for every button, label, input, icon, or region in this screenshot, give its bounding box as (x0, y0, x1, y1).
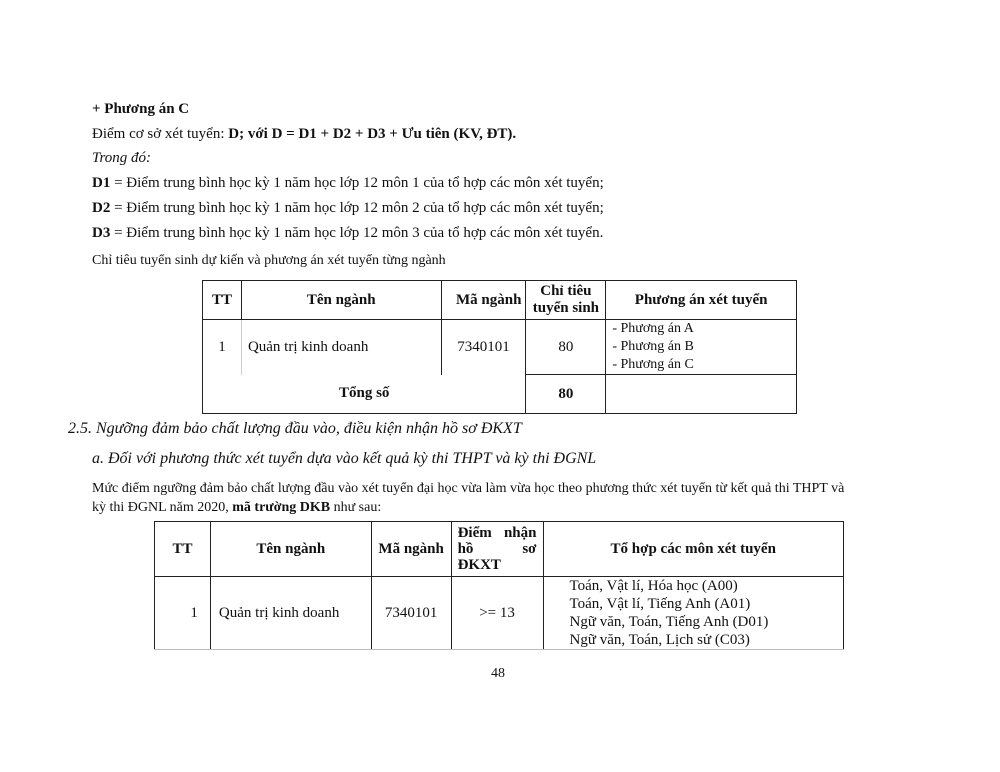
formula-bold: D; với D = D1 + D2 + D3 + Ưu tiên (KV, ĐT). (228, 126, 517, 142)
para-suffix: như sau: (330, 500, 382, 515)
table1-caption: Chỉ tiêu tuyển sinh dự kiến và phương án xét tuyển từng ngành (92, 253, 446, 268)
trong-do-label: Trong đó: (92, 150, 152, 166)
header-phuong-an: Phương án xét tuyển (606, 281, 797, 320)
total-row (203, 375, 797, 414)
def-d2 (92, 200, 604, 217)
para-bold: mã trường DKB (232, 500, 331, 515)
header-tt: TT (203, 281, 242, 320)
header-ten-nganh: Tên ngành (241, 281, 441, 320)
chi-tieu-table (202, 280, 797, 414)
header-to-hop: Tổ hợp các môn xét tuyển (543, 522, 844, 577)
header-tt: TT (155, 522, 211, 577)
to-hop-item: Ngữ văn, Toán, Tiếng Anh (D01) (569, 614, 769, 630)
cell-ma-nganh: 7340101 (457, 338, 510, 355)
cell-chi-tieu: 80 (526, 320, 606, 375)
cell-tt: 1 (203, 320, 242, 375)
def-text: = Điểm trung bình học kỳ 1 năm học lớp 12 môn 3 của tổ hợp các môn xét tuyển. (110, 225, 604, 241)
total-label: Tổng số (203, 375, 526, 414)
para-line-1: Mức điểm ngưỡng đảm bảo chất lượng đầu vào xét tuyển đại học vừa làm vừa học theo phương thức xét tuyển từ kết quả thi THPT và (92, 481, 845, 496)
header-ma-nganh: Mã ngành (441, 281, 526, 320)
def-key: D1 (92, 175, 111, 191)
table-header-row (203, 281, 797, 320)
to-hop-item: Toán, Vật lí, Hóa học (A00) (569, 578, 738, 594)
cell-diem: >= 13 (451, 577, 543, 650)
to-hop-item: Toán, Vật lí, Tiếng Anh (A01) (569, 596, 751, 612)
cell-to-hop (543, 577, 844, 650)
cell-ten-nganh: Quản trị kinh doanh (210, 577, 371, 650)
table-row (203, 320, 797, 375)
header-ten-nganh: Tên ngành (210, 522, 371, 577)
phuong-an-c-heading: + Phương án C (92, 101, 190, 117)
def-text: = Điểm trung bình học kỳ 1 năm học lớp 12 môn 2 của tổ hợp các môn xét tuyển; (110, 200, 604, 216)
table-header-row (155, 522, 844, 577)
def-text: = Điểm trung bình học kỳ 1 năm học lớp 12 môn 1 của tổ hợp các môn xét tuyển; (110, 175, 604, 191)
cell-ma-nganh: 7340101 (371, 577, 451, 650)
para-prefix: kỳ thi ĐGNL năm 2020, (92, 500, 233, 515)
section-25-heading: 2.5. Ngưỡng đảm bảo chất lượng đầu vào, điều kiện nhận hồ sơ ĐKXT (68, 420, 522, 437)
header-diem: Điểm nhận hồ sơ ĐKXT (451, 522, 543, 577)
header-ma-nganh: Mã ngành (371, 522, 451, 577)
cell-ten-nganh: Quản trị kinh doanh (241, 320, 441, 375)
phuong-an-item: - Phương án B (612, 339, 694, 354)
header-chi-tieu: Chỉ tiêu tuyển sinh (526, 281, 606, 320)
total-empty (606, 375, 797, 414)
def-key: D3 (92, 225, 111, 241)
cell-tt: 1 (155, 577, 211, 650)
page-number: 48 (491, 666, 505, 681)
cell-phuong-an (606, 320, 797, 375)
def-d3 (92, 225, 603, 242)
total-value: 80 (526, 375, 606, 414)
formula-line (92, 126, 516, 143)
phuong-an-item: - Phương án A (612, 321, 694, 336)
table-row (155, 577, 844, 650)
def-d1 (92, 175, 604, 192)
to-hop-item: Ngữ văn, Toán, Lịch sử (C03) (569, 632, 750, 648)
para-line-2 (92, 500, 381, 516)
section-a-heading: a. Đối với phương thức xét tuyển dựa vào kết quả kỳ thi THPT và kỳ thi ĐGNL (92, 450, 597, 467)
def-key: D2 (92, 200, 111, 216)
nguong-table (154, 521, 844, 650)
phuong-an-item: - Phương án C (612, 357, 694, 372)
formula-prefix: Điểm cơ sở xét tuyển: (92, 126, 229, 142)
